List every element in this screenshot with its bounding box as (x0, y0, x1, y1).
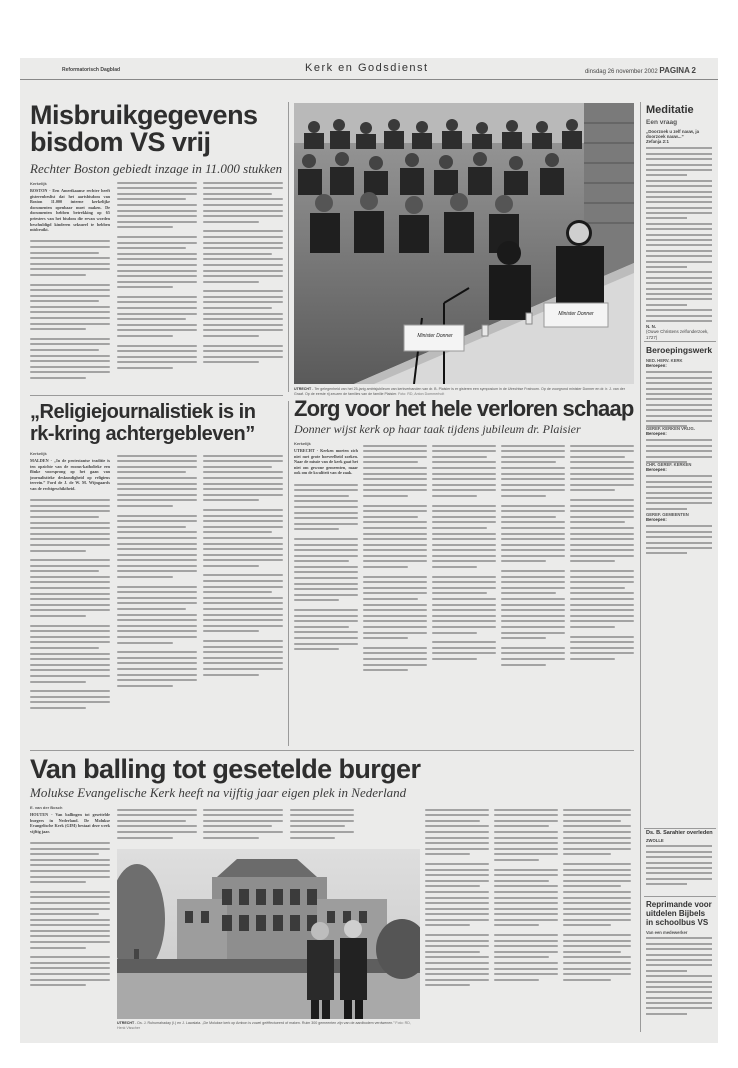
bijbels-title (646, 900, 718, 927)
plaisier-column-3 (432, 441, 496, 746)
boston-column-2 (117, 178, 197, 388)
beroepingswerk-group-2 (646, 462, 712, 510)
page-label: PAGINA (659, 66, 690, 75)
meditatie-signature-name: N. N. (646, 324, 657, 329)
meditatie-signature (646, 324, 712, 340)
beroepingswerk-group-label: Beroepen: (646, 363, 667, 368)
molukse-photo-credit: Foto: RD, Henk Visscher (117, 1021, 411, 1030)
plaisier-column-2 (363, 441, 427, 746)
plaisier-headline: Zorg voor het hele verloren schaap (294, 396, 634, 421)
meditatie-subtitle: Een vraag (646, 119, 678, 126)
molukse-column-3-top (203, 805, 283, 847)
date: dinsdag 26 november 2002 (584, 69, 658, 75)
molukse-lead: HOUTEN - Van ballingen tot gesettelde burgers in Nederland. De Molukse Evangelische Kerk (GIM) bestaat deze week vijftig jaar. (30, 812, 110, 834)
symposium-photo (294, 103, 634, 384)
journalism-headline (30, 401, 290, 445)
bijbels-body (646, 934, 712, 1032)
beroepingswerk-group-heading: GEREF. GEMEENTEN (646, 512, 689, 517)
molukse-photo-image (117, 849, 420, 1019)
meditatie-title: Meditatie (646, 104, 694, 116)
bijbels-kicker: Van een medewerker (646, 930, 688, 935)
bijbels-title-line3: in schoolbus VS (646, 918, 709, 927)
page-date (585, 66, 696, 75)
journalism-kicker: Kerkelijk (30, 451, 47, 456)
molukse-column-6 (494, 805, 558, 1033)
beroepingswerk-group-label: Beroepen: (646, 431, 667, 436)
molukse-column-7 (563, 805, 631, 1033)
symposium-caption-place: UTRECHT (294, 387, 312, 391)
symposium-caption: UTRECHT - Ter gelegenheid van het 25-jarig ambtsjubileum van kerkverbanden van dr. B. Plaisier is er gisteren een symposium in de Utrechtse Fratroorn. Op de voorgrond minister Donner en dr. ir. J. van der Graaf. Op de eerste rij zeuzen de families van de familie Plaisier. Foto: RD, Anton Dommerholt (294, 387, 625, 396)
meditatie-body (646, 144, 712, 322)
molukse-caption: UTRECHT - Ds. J. Ruhumahaday (l.) en J. Lawalata. „De Molukse kerk op Ambon is zowel geëffectueerd of maken. Ruim 300 gemeenten zijn van de aardbodem verdwenen.” Foto: RD, Henk Visscher (117, 1021, 411, 1030)
symposium-photo-image (294, 103, 634, 384)
molukse-headline: Van balling tot gesetelde burger (30, 754, 421, 784)
page-number: 2 (691, 66, 696, 75)
sarahier-title: Ds. B. Sarahier overleden (646, 830, 713, 836)
beroepingswerk-group-body (646, 475, 712, 509)
meditatie-quote-ref: Zefanja 2:1 (646, 139, 669, 145)
molukse-byline: E. van der Bosch (30, 805, 63, 810)
journalism-column-2 (117, 451, 197, 746)
molukse-column-5 (425, 805, 489, 1033)
boston-headline (30, 102, 290, 156)
sarahier-body (646, 842, 712, 894)
boston-headline-line1: Misbruikgegevens (30, 100, 258, 130)
molukse-caption-place: UTRECHT (117, 1021, 135, 1025)
newspaper-page (20, 58, 718, 1043)
journalism-headline-line2: rk-kring achtergebleven” (30, 423, 255, 445)
masthead (20, 58, 718, 80)
boston-deck: Rechter Boston gebiedt inzage in 11.000 stukken (30, 161, 283, 176)
journalism-headline-line1: „Religiejournalistiek is in (30, 401, 256, 423)
molukse-photo (117, 849, 420, 1019)
newspaper-name: Reformatorisch Dagblad (62, 67, 121, 73)
beroepingswerk-group-0 (646, 358, 712, 427)
boston-column-3 (203, 178, 283, 388)
symposium-photo-credit: Foto: RD, Anton Dommerholt (398, 391, 445, 396)
name-card-right: Minister Donner (558, 311, 594, 317)
beroepingswerk-group-body (646, 371, 712, 427)
boston-lead: BOSTON - Een Amerikaanse rechter heeft gisterenbeslist dat het aartsbisdom van Boston 11.000 interne kerkelijke documenten openbaar moet maken. De documenten hebben betrekking op 65 priesters van het bisdom die ervan worden beschuldigd kinderen seksueel te hebben misbruikt. (30, 188, 110, 233)
beroepingswerk-group-label: Beroepen: (646, 517, 667, 522)
plaisier-column-4 (501, 441, 565, 746)
beroepingswerk-group-heading: NED. HERV. KERK (646, 358, 683, 363)
boston-column-1 (30, 188, 110, 388)
boston-headline-line2: bisdom VS vrij (30, 127, 211, 157)
molukse-column-4-top (290, 805, 354, 847)
molukse-column-2-top (117, 805, 197, 847)
plaisier-lead: UTRECHT - Kerken moeten zich niet met grote hoeveelheid zoeken. Naar de missie van de kerk gaat het niet om gewone gemeenten, maar ook om de kwaliteit van de zaak. (294, 448, 358, 476)
molukse-caption-text: Ds. J. Ruhumahaday (l.) en J. Lawalata. „De Molukse kerk op Ambon is zowel geëffectueerd of maken. Ruim 300 gemeenten zijn van de aardbodem verdwenen.” (137, 1021, 395, 1025)
beroepingswerk-group-body (646, 525, 712, 554)
meditatie-signature-source: (Ouwe Christens zelfonderzoek, 1727) (646, 329, 709, 340)
boston-kicker: Kerkelijk (30, 181, 47, 186)
molukse-column-1 (30, 812, 110, 1034)
plaisier-column-5 (570, 441, 634, 746)
beroepingswerk-group-label: Beroepen: (646, 467, 667, 472)
journalism-column-1 (30, 458, 110, 746)
beroepingswerk-group-heading: GEREF. KERKEN VRIJG. (646, 426, 695, 431)
beroepingswerk-group-body (646, 439, 712, 463)
meditatie-quote-text: „Doorzoek u zelf nauw, ja doorzoek nauw...” (646, 129, 700, 140)
bijbels-title-line2: uitdelen Bijbels (646, 909, 706, 918)
section-title: Kerk en Godsdienst (305, 62, 429, 74)
bijbels-title-line1: Reprimande voor (646, 900, 712, 909)
meditatie-quote (646, 129, 712, 145)
sarahier-kicker: ZWOLLE (646, 838, 664, 843)
name-card-left: Minister Donner (417, 333, 453, 339)
symposium-caption-text: Ter gelegenheid van het 25-jarig ambtsjubileum van kerkverbanden van dr. B. Plaisier is er gisteren een symposium in de Utrechtse Fratroorn. Op de voorgrond minister Donner en dr. ir. J. van der Graaf. Op de eerste rij zeuzen de families van de familie Plaisier. (294, 387, 625, 396)
beroepingswerk-group-1 (646, 426, 712, 463)
beroepingswerk-group-heading: CHR. GEREF. KERKEN (646, 462, 692, 467)
journalism-column-3 (203, 451, 283, 746)
plaisier-column-1 (294, 448, 358, 746)
beroepingswerk-group-3 (646, 512, 712, 554)
molukse-deck: Molukse Evangelische Kerk heeft na vijftig jaar eigen plek in Nederland (30, 785, 407, 800)
journalism-lead: MALDEN - „In de protestantse traditie is ten opzichte van de rooms-katholieke een flinke voorsprong op het gaan van journalistieke deskundigheid op religieus terrein.” Ford de J. de W. M. Wijngaards van de rechtgeschiktheid. (30, 458, 110, 491)
plaisier-kicker: Kerkelijk (294, 441, 311, 446)
plaisier-deck: Donner wijst kerk op haar taak tijdens jubileum dr. Plaisier (294, 422, 581, 436)
beroepingswerk-title: Beroepingswerk (646, 345, 713, 355)
